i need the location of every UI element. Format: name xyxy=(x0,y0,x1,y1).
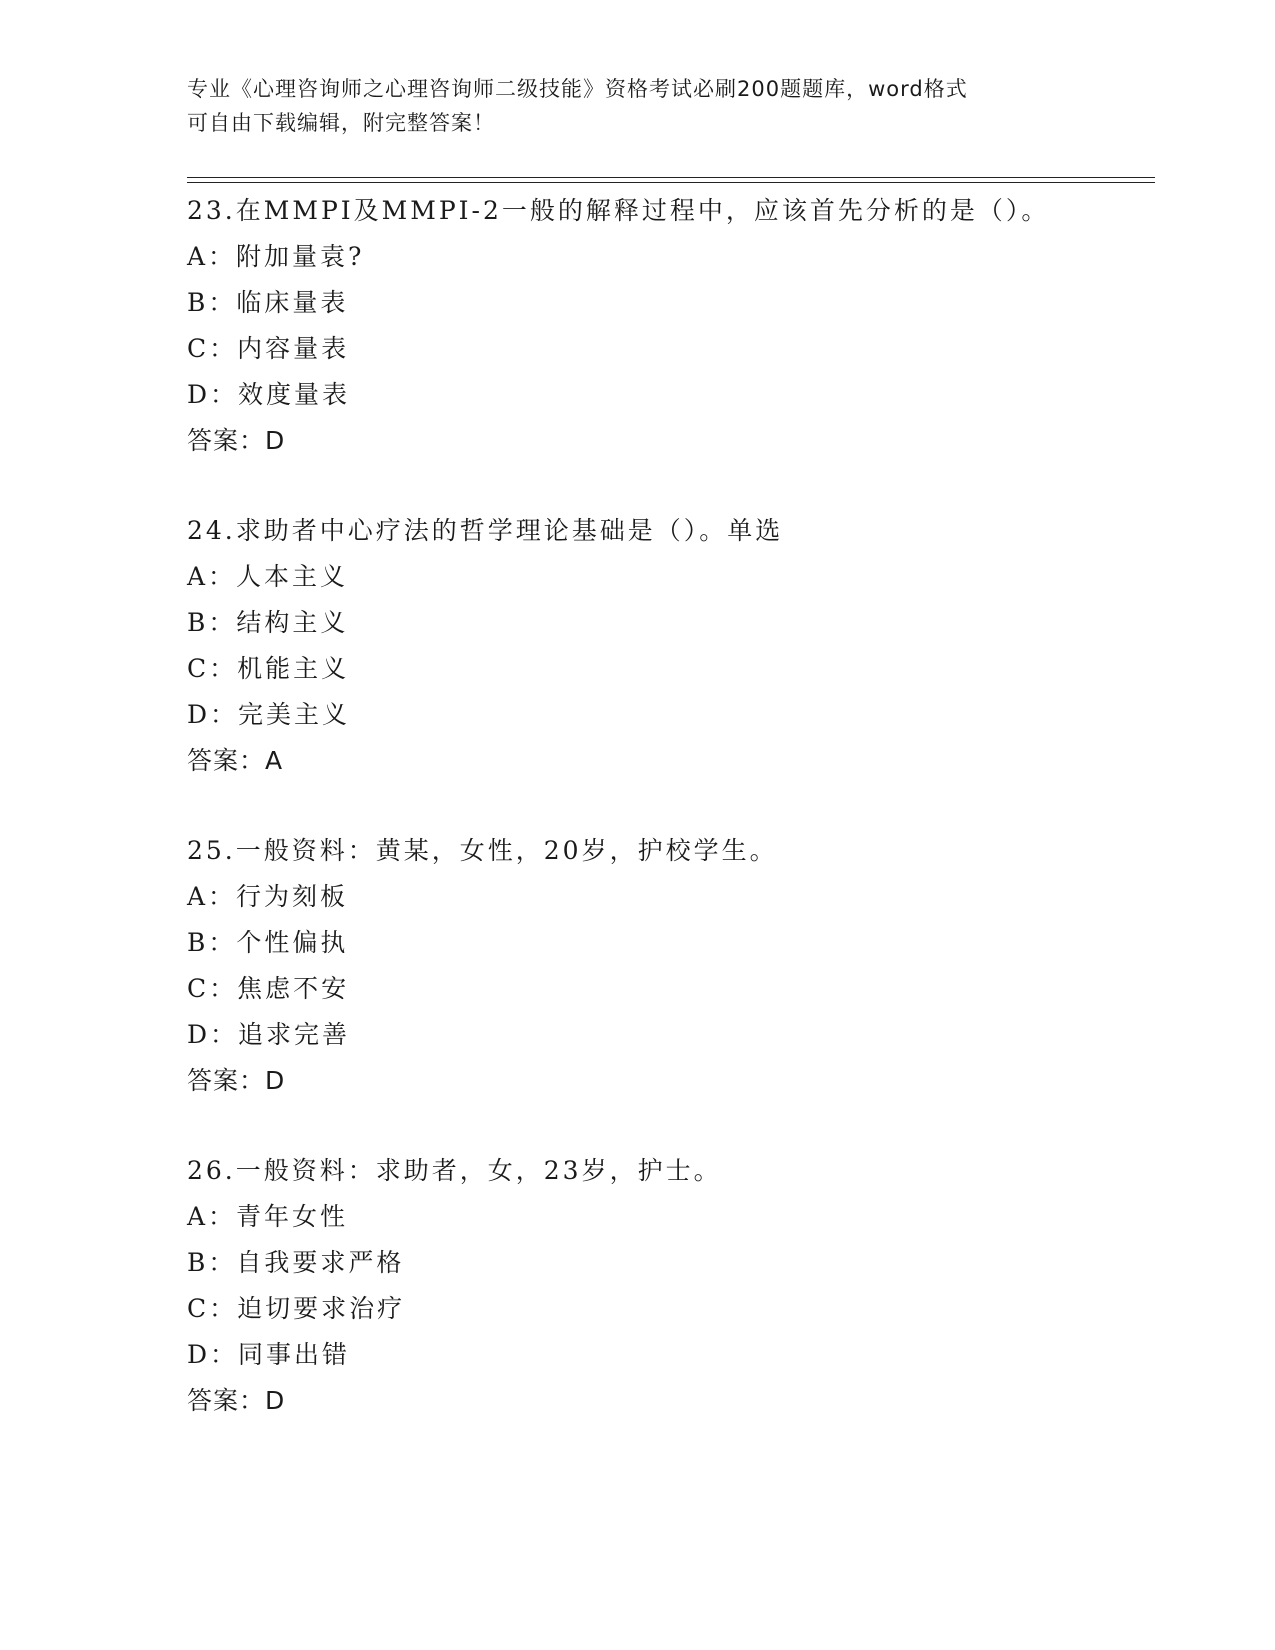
question-stem: 23.在MMPI及MMPI-2一般的解释过程中，应该首先分析的是（）。 xyxy=(187,196,1050,225)
option-c: C：内容量表 xyxy=(187,334,350,363)
option-d: D：追求完善 xyxy=(187,1020,351,1049)
question-block xyxy=(187,1148,1167,1424)
header-line-1: 专业《心理咨询师之心理咨询师二级技能》资格考试必刷200题题库，word格式 xyxy=(187,77,968,101)
question-block xyxy=(187,508,1167,784)
option-a: A：青年女性 xyxy=(187,1202,349,1231)
header-line-2: 可自由下载编辑，附完整答案！ xyxy=(187,111,495,135)
option-b: B：个性偏执 xyxy=(187,928,349,957)
question-stem: 25.一般资料：黄某，女性，20岁，护校学生。 xyxy=(187,836,778,865)
header-divider-bottom xyxy=(187,182,1155,183)
option-a: A：行为刻板 xyxy=(187,882,349,911)
question-block xyxy=(187,188,1167,464)
option-d: D：效度量表 xyxy=(187,380,351,409)
option-b: B：临床量表 xyxy=(187,288,349,317)
question-stem: 24.求助者中心疗法的哲学理论基础是（）。单选 xyxy=(187,516,784,545)
option-b: B：结构主义 xyxy=(187,608,349,637)
question-block xyxy=(187,828,1167,1104)
option-c: C：机能主义 xyxy=(187,654,350,683)
question-list xyxy=(187,188,1167,1468)
header-divider-top xyxy=(187,177,1155,178)
option-b: B：自我要求严格 xyxy=(187,1248,405,1277)
option-a: A：人本主义 xyxy=(187,562,349,591)
answer-line: 答案：D xyxy=(187,1066,286,1095)
answer-line: 答案：D xyxy=(187,426,286,455)
document-header xyxy=(187,72,1087,140)
option-c: C：迫切要求治疗 xyxy=(187,1294,406,1323)
option-d: D：完美主义 xyxy=(187,700,351,729)
question-stem: 26.一般资料：求助者，女，23岁，护士。 xyxy=(187,1156,722,1185)
option-d: D：同事出错 xyxy=(187,1340,351,1369)
option-c: C：焦虑不安 xyxy=(187,974,350,1003)
answer-line: 答案：D xyxy=(187,1386,286,1415)
option-a: A：附加量袁? xyxy=(187,242,365,271)
answer-line: 答案：A xyxy=(187,746,284,775)
